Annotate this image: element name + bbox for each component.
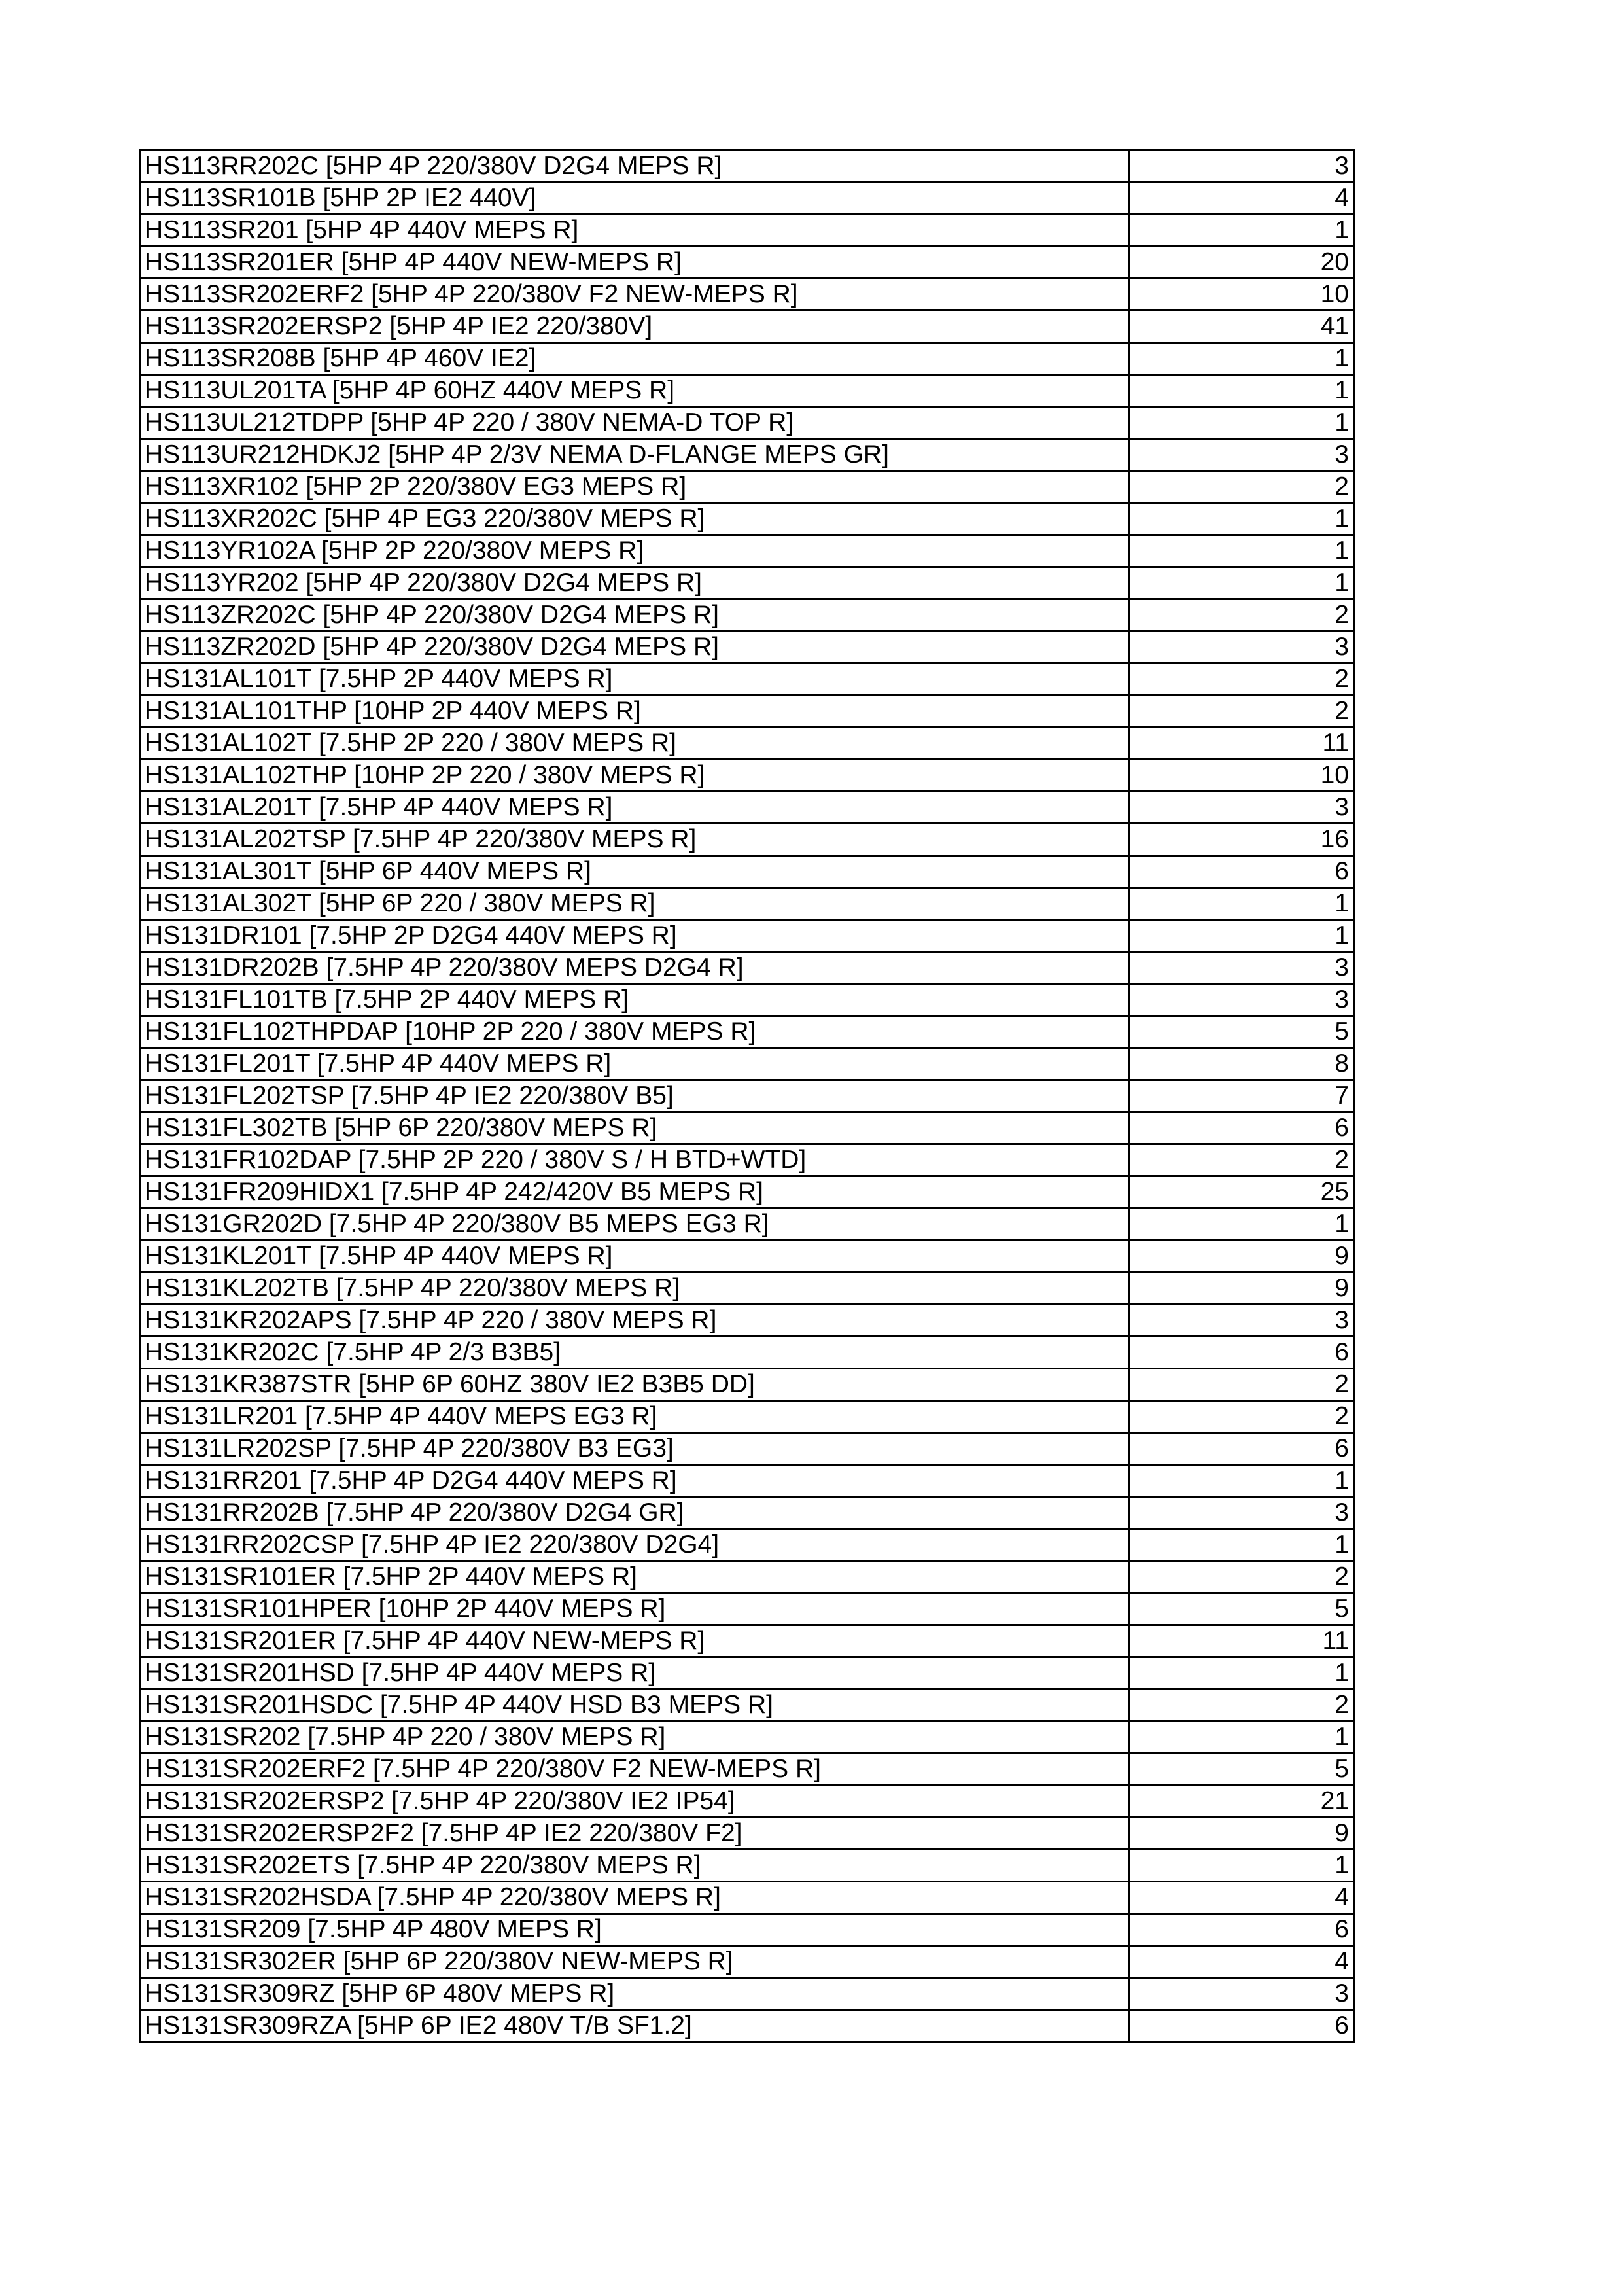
table-row [140,856,1354,888]
table-row [140,503,1354,535]
inventory-table [139,149,1355,2043]
table-row [140,1273,1354,1305]
quantity-cell: 2 [1129,696,1354,728]
item-description-cell: HS113SR202ERF2 [5HP 4P 220/380V F2 NEW-MEPS R] [140,279,1129,311]
item-description-cell: HS131RR202B [7.5HP 4P 220/380V D2G4 GR] [140,1497,1129,1529]
quantity-cell: 1 [1129,503,1354,535]
quantity-cell: 21 [1129,1786,1354,1818]
item-description-cell: HS113YR202 [5HP 4P 220/380V D2G4 MEPS R] [140,567,1129,599]
item-description-cell: HS131FR209HIDX1 [7.5HP 4P 242/420V B5 MEPS R] [140,1176,1129,1209]
table-row [140,1561,1354,1593]
table-row [140,1978,1354,2010]
item-description-cell: HS131SR202ETS [7.5HP 4P 220/380V MEPS R] [140,1850,1129,1882]
quantity-cell: 1 [1129,343,1354,375]
table-row [140,343,1354,375]
item-description-cell: HS131SR202ERF2 [7.5HP 4P 220/380V F2 NEW-MEPS R] [140,1754,1129,1786]
item-description-cell: HS131AL302T [5HP 6P 220 / 380V MEPS R] [140,888,1129,920]
item-description-cell: HS131SR202HSDA [7.5HP 4P 220/380V MEPS R] [140,1882,1129,1914]
table-row [140,1529,1354,1561]
item-description-cell: HS131FL101TB [7.5HP 2P 440V MEPS R] [140,984,1129,1016]
quantity-cell: 1 [1129,1529,1354,1561]
table-row [140,696,1354,728]
item-description-cell: HS131LR202SP [7.5HP 4P 220/380V B3 EG3] [140,1433,1129,1465]
item-description-cell: HS131AL301T [5HP 6P 440V MEPS R] [140,856,1129,888]
quantity-cell: 3 [1129,1497,1354,1529]
table-row [140,567,1354,599]
quantity-cell: 20 [1129,247,1354,279]
quantity-cell: 3 [1129,150,1354,183]
quantity-cell: 2 [1129,663,1354,696]
table-row [140,1850,1354,1882]
quantity-cell: 2 [1129,599,1354,631]
table-row [140,888,1354,920]
quantity-cell: 1 [1129,567,1354,599]
quantity-cell: 10 [1129,279,1354,311]
quantity-cell: 2 [1129,1369,1354,1401]
item-description-cell: HS131SR201HSDC [7.5HP 4P 440V HSD B3 MEPS R] [140,1689,1129,1722]
table-row [140,1401,1354,1433]
table-row [140,1176,1354,1209]
quantity-cell: 5 [1129,1754,1354,1786]
item-description-cell: HS131GR202D [7.5HP 4P 220/380V B5 MEPS EG3 R] [140,1209,1129,1241]
quantity-cell: 6 [1129,856,1354,888]
item-description-cell: HS131AL202TSP [7.5HP 4P 220/380V MEPS R] [140,824,1129,856]
table-row [140,1080,1354,1112]
item-description-cell: HS131FL302TB [5HP 6P 220/380V MEPS R] [140,1112,1129,1144]
item-description-cell: HS113ZR202D [5HP 4P 220/380V D2G4 MEPS R] [140,631,1129,663]
quantity-cell: 6 [1129,1433,1354,1465]
quantity-cell: 1 [1129,888,1354,920]
quantity-cell: 8 [1129,1048,1354,1080]
item-description-cell: HS113UR212HDKJ2 [5HP 4P 2/3V NEMA D-FLANGE MEPS GR] [140,439,1129,471]
item-description-cell: HS131RR202CSP [7.5HP 4P IE2 220/380V D2G4] [140,1529,1129,1561]
table-row [140,1689,1354,1722]
quantity-cell: 1 [1129,215,1354,247]
item-description-cell: HS131DR202B [7.5HP 4P 220/380V MEPS D2G4 R] [140,952,1129,984]
item-description-cell: HS113SR208B [5HP 4P 460V IE2] [140,343,1129,375]
quantity-cell: 6 [1129,1112,1354,1144]
quantity-cell: 1 [1129,535,1354,567]
table-row [140,1337,1354,1369]
table-row [140,1465,1354,1497]
item-description-cell: HS131SR202ERSP2F2 [7.5HP 4P IE2 220/380V F2] [140,1818,1129,1850]
item-description-cell: HS113SR201 [5HP 4P 440V MEPS R] [140,215,1129,247]
item-description-cell: HS113SR101B [5HP 2P IE2 440V] [140,183,1129,215]
item-description-cell: HS131AL102T [7.5HP 2P 220 / 380V MEPS R] [140,728,1129,760]
table-row [140,1433,1354,1465]
item-description-cell: HS131SR309RZA [5HP 6P IE2 480V T/B SF1.2] [140,2010,1129,2042]
item-description-cell: HS113UL201TA [5HP 4P 60HZ 440V MEPS R] [140,375,1129,407]
item-description-cell: HS113SR201ER [5HP 4P 440V NEW-MEPS R] [140,247,1129,279]
quantity-cell: 3 [1129,952,1354,984]
table-row [140,984,1354,1016]
item-description-cell: HS131KR387STR [5HP 6P 60HZ 380V IE2 B3B5 DD] [140,1369,1129,1401]
table-row [140,824,1354,856]
table-row [140,1016,1354,1048]
quantity-cell: 1 [1129,1722,1354,1754]
quantity-cell: 3 [1129,792,1354,824]
quantity-cell: 3 [1129,439,1354,471]
table-row [140,663,1354,696]
item-description-cell: HS131KR202APS [7.5HP 4P 220 / 380V MEPS R] [140,1305,1129,1337]
table-row [140,471,1354,503]
quantity-cell: 1 [1129,375,1354,407]
table-row [140,439,1354,471]
table-row [140,375,1354,407]
item-description-cell: HS131FL202TSP [7.5HP 4P IE2 220/380V B5] [140,1080,1129,1112]
item-description-cell: HS131SR202ERSP2 [7.5HP 4P 220/380V IE2 IP54] [140,1786,1129,1818]
table-row [140,279,1354,311]
table-row [140,792,1354,824]
item-description-cell: HS131SR101ER [7.5HP 2P 440V MEPS R] [140,1561,1129,1593]
item-description-cell: HS131RR201 [7.5HP 4P D2G4 440V MEPS R] [140,1465,1129,1497]
item-description-cell: HS131SR309RZ [5HP 6P 480V MEPS R] [140,1978,1129,2010]
table-row [140,1241,1354,1273]
quantity-cell: 1 [1129,1657,1354,1689]
quantity-cell: 2 [1129,1689,1354,1722]
quantity-cell: 11 [1129,728,1354,760]
item-description-cell: HS131AL201T [7.5HP 4P 440V MEPS R] [140,792,1129,824]
quantity-cell: 10 [1129,760,1354,792]
table-row [140,215,1354,247]
table-row [140,1497,1354,1529]
table-row [140,1625,1354,1657]
quantity-cell: 4 [1129,1946,1354,1978]
quantity-cell: 1 [1129,1850,1354,1882]
inventory-table-body [140,150,1354,2042]
quantity-cell: 41 [1129,311,1354,343]
quantity-cell: 1 [1129,407,1354,439]
quantity-cell: 4 [1129,183,1354,215]
item-description-cell: HS131AL102THP [10HP 2P 220 / 380V MEPS R] [140,760,1129,792]
quantity-cell: 11 [1129,1625,1354,1657]
table-row [140,1048,1354,1080]
item-description-cell: HS113ZR202C [5HP 4P 220/380V D2G4 MEPS R] [140,599,1129,631]
quantity-cell: 25 [1129,1176,1354,1209]
table-row [140,247,1354,279]
item-description-cell: HS131KR202C [7.5HP 4P 2/3 B3B5] [140,1337,1129,1369]
table-row [140,1818,1354,1850]
item-description-cell: HS131SR201ER [7.5HP 4P 440V NEW-MEPS R] [140,1625,1129,1657]
item-description-cell: HS131SR202 [7.5HP 4P 220 / 380V MEPS R] [140,1722,1129,1754]
table-row [140,1657,1354,1689]
table-row [140,1786,1354,1818]
item-description-cell: HS113SR202ERSP2 [5HP 4P IE2 220/380V] [140,311,1129,343]
table-row [140,1369,1354,1401]
table-row [140,2010,1354,2042]
item-description-cell: HS113XR102 [5HP 2P 220/380V EG3 MEPS R] [140,471,1129,503]
table-row [140,920,1354,952]
table-row [140,1754,1354,1786]
quantity-cell: 7 [1129,1080,1354,1112]
table-row [140,1112,1354,1144]
quantity-cell: 6 [1129,1337,1354,1369]
table-row [140,1882,1354,1914]
quantity-cell: 5 [1129,1016,1354,1048]
quantity-cell: 2 [1129,1401,1354,1433]
table-row [140,1209,1354,1241]
table-row [140,311,1354,343]
item-description-cell: HS131LR201 [7.5HP 4P 440V MEPS EG3 R] [140,1401,1129,1433]
item-description-cell: HS131DR101 [7.5HP 2P D2G4 440V MEPS R] [140,920,1129,952]
table-row [140,599,1354,631]
quantity-cell: 9 [1129,1273,1354,1305]
quantity-cell: 5 [1129,1593,1354,1625]
table-row [140,1144,1354,1176]
table-row [140,1946,1354,1978]
item-description-cell: HS131SR209 [7.5HP 4P 480V MEPS R] [140,1914,1129,1946]
table-row [140,952,1354,984]
item-description-cell: HS113RR202C [5HP 4P 220/380V D2G4 MEPS R] [140,150,1129,183]
item-description-cell: HS131KL202TB [7.5HP 4P 220/380V MEPS R] [140,1273,1129,1305]
quantity-cell: 6 [1129,1914,1354,1946]
quantity-cell: 1 [1129,1465,1354,1497]
table-row [140,631,1354,663]
table-row [140,760,1354,792]
table-row [140,1305,1354,1337]
item-description-cell: HS131SR101HPER [10HP 2P 440V MEPS R] [140,1593,1129,1625]
item-description-cell: HS131AL101T [7.5HP 2P 440V MEPS R] [140,663,1129,696]
item-description-cell: HS113UL212TDPP [5HP 4P 220 / 380V NEMA-D TOP R] [140,407,1129,439]
quantity-cell: 9 [1129,1241,1354,1273]
item-description-cell: HS131FR102DAP [7.5HP 2P 220 / 380V S / H BTD+WTD] [140,1144,1129,1176]
item-description-cell: HS131SR302ER [5HP 6P 220/380V NEW-MEPS R] [140,1946,1129,1978]
quantity-cell: 3 [1129,1978,1354,2010]
table-row [140,1914,1354,1946]
item-description-cell: HS131FL102THPDAP [10HP 2P 220 / 380V MEPS R] [140,1016,1129,1048]
table-row [140,407,1354,439]
table-row [140,150,1354,183]
table-row [140,1593,1354,1625]
quantity-cell: 2 [1129,471,1354,503]
quantity-cell: 4 [1129,1882,1354,1914]
quantity-cell: 16 [1129,824,1354,856]
table-row [140,535,1354,567]
item-description-cell: HS131KL201T [7.5HP 4P 440V MEPS R] [140,1241,1129,1273]
item-description-cell: HS131FL201T [7.5HP 4P 440V MEPS R] [140,1048,1129,1080]
table-row [140,728,1354,760]
item-description-cell: HS131SR201HSD [7.5HP 4P 440V MEPS R] [140,1657,1129,1689]
quantity-cell: 2 [1129,1144,1354,1176]
quantity-cell: 3 [1129,984,1354,1016]
quantity-cell: 3 [1129,631,1354,663]
quantity-cell: 3 [1129,1305,1354,1337]
quantity-cell: 1 [1129,920,1354,952]
quantity-cell: 1 [1129,1209,1354,1241]
item-description-cell: HS131AL101THP [10HP 2P 440V MEPS R] [140,696,1129,728]
quantity-cell: 9 [1129,1818,1354,1850]
table-row [140,1722,1354,1754]
quantity-cell: 6 [1129,2010,1354,2042]
quantity-cell: 2 [1129,1561,1354,1593]
item-description-cell: HS113XR202C [5HP 4P EG3 220/380V MEPS R] [140,503,1129,535]
table-row [140,183,1354,215]
item-description-cell: HS113YR102A [5HP 2P 220/380V MEPS R] [140,535,1129,567]
